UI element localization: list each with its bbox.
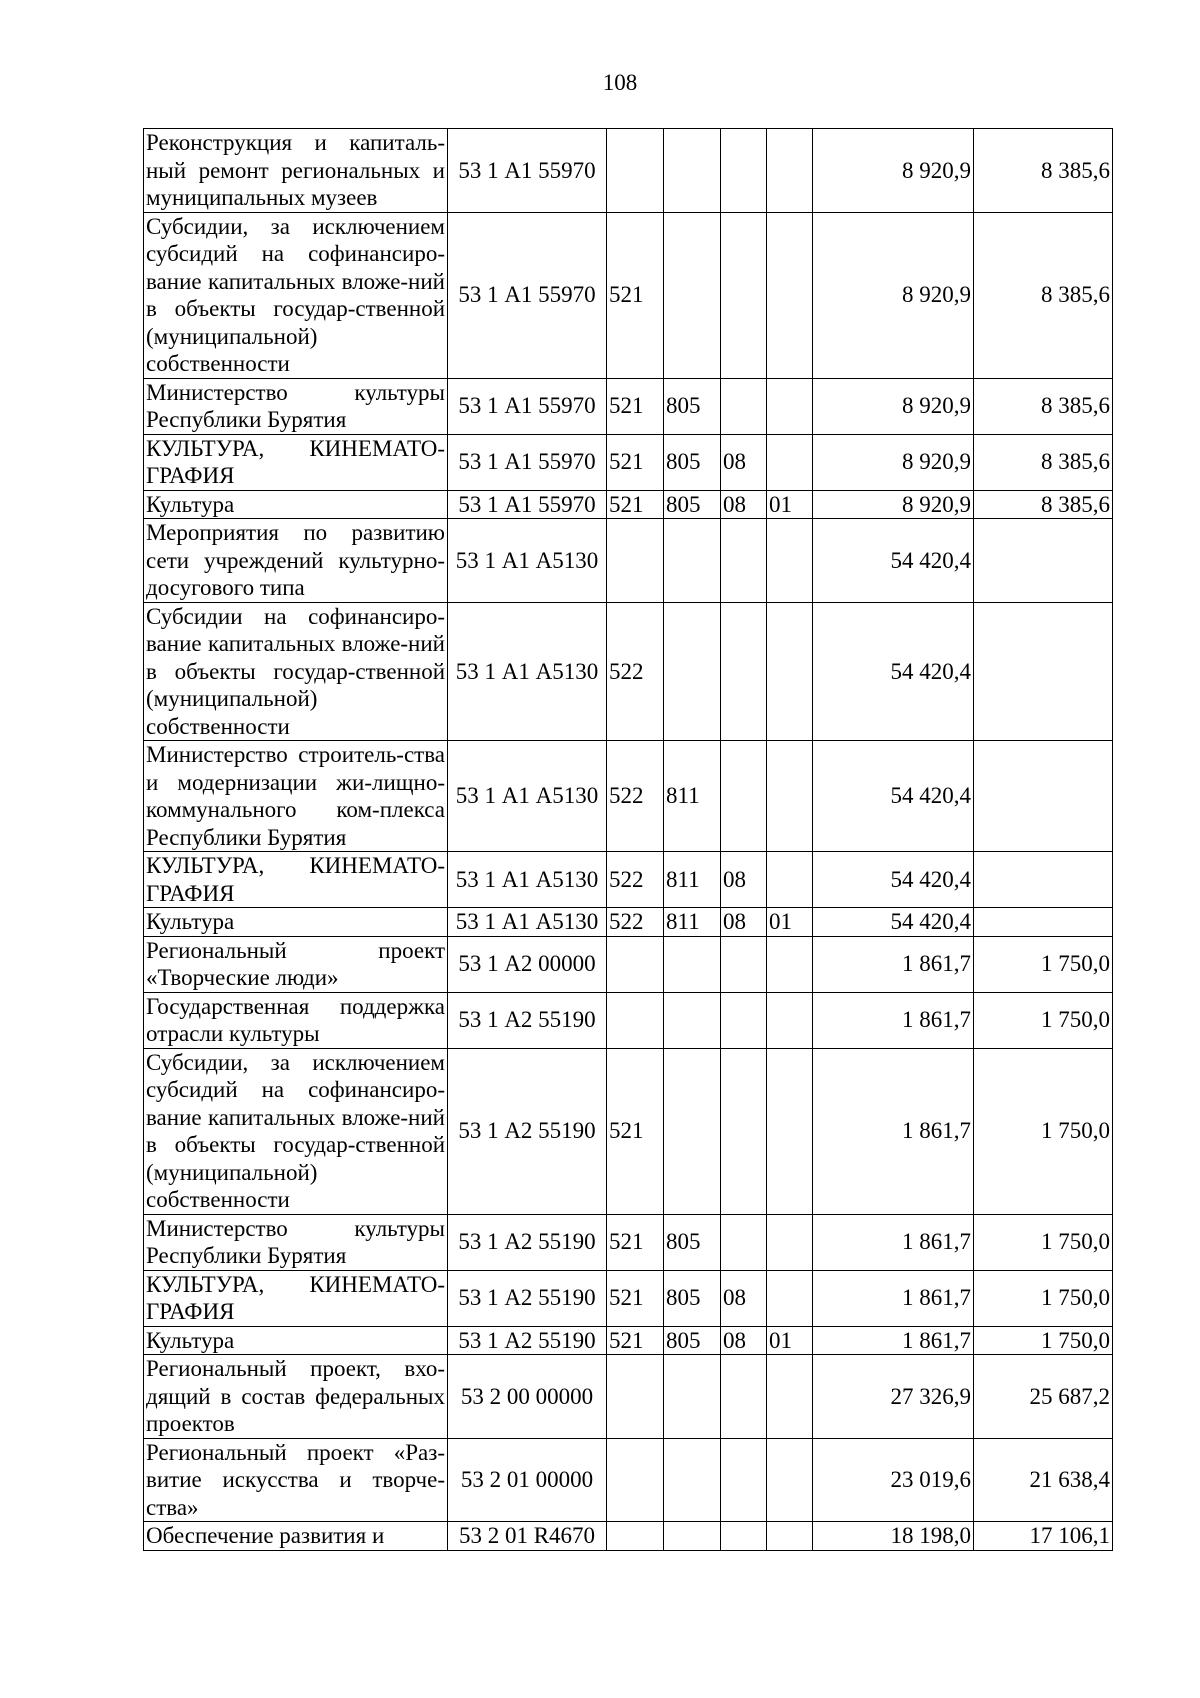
row-year1-amount: 8 920,9 xyxy=(813,490,974,519)
row-year1-amount: 54 420,4 xyxy=(813,519,974,603)
row-year1-amount: 8 920,9 xyxy=(813,129,974,213)
row-vr-cell xyxy=(607,936,664,992)
row-vr-cell: 522 xyxy=(607,741,664,852)
row-vr-cell: 521 xyxy=(607,490,664,519)
row-code-cell: 53 1 А2 55190 xyxy=(448,1214,607,1270)
row-pr-cell xyxy=(767,1270,813,1326)
row-code-cell: 53 1 А1 55970 xyxy=(448,378,607,434)
row-code-cell: 53 1 А1 А5130 xyxy=(448,852,607,908)
row-year1-amount: 1 861,7 xyxy=(813,1326,974,1355)
row-code-cell: 53 1 А1 А5130 xyxy=(448,908,607,937)
row-grbs-cell: 811 xyxy=(664,852,721,908)
row-year2-amount: 1 750,0 xyxy=(974,1048,1113,1214)
row-code-cell: 53 2 01 R4670 xyxy=(448,1522,607,1551)
row-year2-amount: 25 687,2 xyxy=(974,1355,1113,1439)
row-year2-amount xyxy=(974,741,1113,852)
row-code-cell: 53 1 А1 55970 xyxy=(448,434,607,490)
row-year2-amount: 1 750,0 xyxy=(974,936,1113,992)
row-name-cell: Культура xyxy=(144,490,448,519)
row-pr-cell: 01 xyxy=(767,490,813,519)
row-year2-amount: 8 385,6 xyxy=(974,434,1113,490)
row-pr-cell xyxy=(767,992,813,1048)
row-name-cell: Министерство строитель-ства и модернизации жи-лищно-коммунального ком-плекса Республики Бурятия xyxy=(144,741,448,852)
row-vr-cell: 522 xyxy=(607,852,664,908)
row-pr-cell xyxy=(767,129,813,213)
row-name-cell: КУЛЬТУРА, КИНЕМАТО-ГРАФИЯ xyxy=(144,1270,448,1326)
table-row xyxy=(144,936,1113,992)
row-year1-amount: 8 920,9 xyxy=(813,212,974,378)
row-pr-cell: 01 xyxy=(767,1326,813,1355)
row-grbs-cell: 811 xyxy=(664,741,721,852)
row-pr-cell xyxy=(767,1214,813,1270)
row-name-cell: Министерство культуры Республики Бурятия xyxy=(144,1214,448,1270)
row-grbs-cell xyxy=(664,602,721,741)
row-year2-amount: 8 385,6 xyxy=(974,378,1113,434)
row-pr-cell xyxy=(767,1355,813,1439)
row-rz-cell xyxy=(721,992,767,1048)
row-name-cell: Культура xyxy=(144,908,448,937)
row-vr-cell xyxy=(607,1438,664,1522)
row-year2-amount: 8 385,6 xyxy=(974,129,1113,213)
row-vr-cell xyxy=(607,129,664,213)
row-grbs-cell: 805 xyxy=(664,1326,721,1355)
row-pr-cell xyxy=(767,519,813,603)
row-grbs-cell: 805 xyxy=(664,490,721,519)
row-name-cell: Субсидии, за исключением субсидий на софинансиро-вание капитальных вложе-ний в объекты государ-ственной (муниципальной) собственности xyxy=(144,212,448,378)
row-year1-amount: 1 861,7 xyxy=(813,992,974,1048)
table-row xyxy=(144,1270,1113,1326)
row-year1-amount: 8 920,9 xyxy=(813,434,974,490)
row-year2-amount xyxy=(974,519,1113,603)
row-year2-amount xyxy=(974,852,1113,908)
table-row xyxy=(144,378,1113,434)
row-code-cell: 53 1 А1 55970 xyxy=(448,212,607,378)
table-row xyxy=(144,852,1113,908)
row-grbs-cell xyxy=(664,212,721,378)
table-row xyxy=(144,1214,1113,1270)
row-code-cell: 53 1 А2 55190 xyxy=(448,992,607,1048)
table-row xyxy=(144,490,1113,519)
row-grbs-cell: 811 xyxy=(664,908,721,937)
row-year2-amount: 1 750,0 xyxy=(974,1326,1113,1355)
row-vr-cell xyxy=(607,519,664,603)
row-name-cell: Субсидии, за исключением субсидий на софинансиро-вание капитальных вложе-ний в объекты государ-ственной (муниципальной) собственности xyxy=(144,1048,448,1214)
row-vr-cell: 521 xyxy=(607,1326,664,1355)
row-name-cell: Государственная поддержка отрасли культуры xyxy=(144,992,448,1048)
budget-table xyxy=(143,128,1113,1551)
row-year1-amount: 54 420,4 xyxy=(813,741,974,852)
row-vr-cell: 521 xyxy=(607,212,664,378)
page-number: 108 xyxy=(602,70,638,95)
row-pr-cell xyxy=(767,602,813,741)
row-code-cell: 53 1 А1 А5130 xyxy=(448,519,607,603)
table-row xyxy=(144,1438,1113,1522)
budget-table-body xyxy=(144,129,1113,1551)
row-grbs-cell: 805 xyxy=(664,378,721,434)
row-vr-cell: 521 xyxy=(607,378,664,434)
row-year2-amount: 21 638,4 xyxy=(974,1438,1113,1522)
row-pr-cell xyxy=(767,1048,813,1214)
table-row xyxy=(144,1522,1113,1551)
row-grbs-cell: 805 xyxy=(664,434,721,490)
row-code-cell: 53 1 А2 00000 xyxy=(448,936,607,992)
row-year1-amount: 1 861,7 xyxy=(813,1214,974,1270)
row-year2-amount xyxy=(974,908,1113,937)
row-rz-cell: 08 xyxy=(721,1326,767,1355)
row-grbs-cell: 805 xyxy=(664,1270,721,1326)
row-grbs-cell xyxy=(664,129,721,213)
row-year1-amount: 54 420,4 xyxy=(813,852,974,908)
row-year2-amount: 8 385,6 xyxy=(974,490,1113,519)
row-year2-amount: 1 750,0 xyxy=(974,1270,1113,1326)
row-year1-amount: 23 019,6 xyxy=(813,1438,974,1522)
row-rz-cell xyxy=(721,936,767,992)
row-rz-cell xyxy=(721,212,767,378)
table-row xyxy=(144,741,1113,852)
row-code-cell: 53 1 А1 55970 xyxy=(448,490,607,519)
row-name-cell: КУЛЬТУРА, КИНЕМАТО-ГРАФИЯ xyxy=(144,434,448,490)
row-year1-amount: 54 420,4 xyxy=(813,908,974,937)
row-grbs-cell xyxy=(664,519,721,603)
row-name-cell: Министерство культуры Республики Бурятия xyxy=(144,378,448,434)
table-row xyxy=(144,992,1113,1048)
row-vr-cell: 522 xyxy=(607,908,664,937)
table-row xyxy=(144,602,1113,741)
row-grbs-cell xyxy=(664,1355,721,1439)
row-rz-cell xyxy=(721,741,767,852)
row-year2-amount: 17 106,1 xyxy=(974,1522,1113,1551)
row-name-cell: Субсидии на софинансиро-вание капитальных вложе-ний в объекты государ-ственной (муниципальной) собственности xyxy=(144,602,448,741)
row-pr-cell xyxy=(767,936,813,992)
row-grbs-cell xyxy=(664,936,721,992)
row-rz-cell: 08 xyxy=(721,1270,767,1326)
row-code-cell: 53 1 А1 А5130 xyxy=(448,741,607,852)
row-pr-cell xyxy=(767,741,813,852)
row-code-cell: 53 2 01 00000 xyxy=(448,1438,607,1522)
row-pr-cell xyxy=(767,434,813,490)
row-year1-amount: 1 861,7 xyxy=(813,1048,974,1214)
row-year2-amount: 1 750,0 xyxy=(974,992,1113,1048)
row-rz-cell: 08 xyxy=(721,908,767,937)
row-pr-cell xyxy=(767,1438,813,1522)
table-row xyxy=(144,129,1113,213)
row-year1-amount: 54 420,4 xyxy=(813,602,974,741)
row-year2-amount: 1 750,0 xyxy=(974,1214,1113,1270)
row-rz-cell: 08 xyxy=(721,490,767,519)
row-vr-cell: 522 xyxy=(607,602,664,741)
row-rz-cell xyxy=(721,519,767,603)
table-row xyxy=(144,908,1113,937)
row-grbs-cell: 805 xyxy=(664,1214,721,1270)
row-grbs-cell xyxy=(664,992,721,1048)
row-name-cell: Мероприятия по развитию сети учреждений культурно-досугового типа xyxy=(144,519,448,603)
row-year2-amount xyxy=(974,602,1113,741)
row-name-cell: Культура xyxy=(144,1326,448,1355)
row-name-cell: КУЛЬТУРА, КИНЕМАТО-ГРАФИЯ xyxy=(144,852,448,908)
row-rz-cell xyxy=(721,1438,767,1522)
row-pr-cell xyxy=(767,1522,813,1551)
row-year1-amount: 1 861,7 xyxy=(813,936,974,992)
row-name-cell: Региональный проект «Раз-витие искусства и творче-ства» xyxy=(144,1438,448,1522)
table-row xyxy=(144,1326,1113,1355)
row-name-cell: Реконструкция и капиталь-ный ремонт региональных и муниципальных музеев xyxy=(144,129,448,213)
row-name-cell: Региональный проект «Творческие люди» xyxy=(144,936,448,992)
row-vr-cell: 521 xyxy=(607,1214,664,1270)
row-vr-cell: 521 xyxy=(607,1048,664,1214)
row-year2-amount: 8 385,6 xyxy=(974,212,1113,378)
row-code-cell: 53 2 00 00000 xyxy=(448,1355,607,1439)
row-year1-amount: 8 920,9 xyxy=(813,378,974,434)
row-rz-cell xyxy=(721,1214,767,1270)
row-rz-cell xyxy=(721,602,767,741)
row-grbs-cell xyxy=(664,1048,721,1214)
row-code-cell: 53 1 А2 55190 xyxy=(448,1270,607,1326)
table-row xyxy=(144,519,1113,603)
table-row xyxy=(144,1048,1113,1214)
table-row xyxy=(144,1355,1113,1439)
row-rz-cell: 08 xyxy=(721,852,767,908)
row-vr-cell xyxy=(607,1355,664,1439)
row-rz-cell xyxy=(721,1522,767,1551)
row-code-cell: 53 1 А2 55190 xyxy=(448,1326,607,1355)
row-rz-cell xyxy=(721,129,767,213)
row-vr-cell: 521 xyxy=(607,434,664,490)
row-rz-cell: 08 xyxy=(721,434,767,490)
row-year1-amount: 18 198,0 xyxy=(813,1522,974,1551)
row-rz-cell xyxy=(721,1048,767,1214)
table-row xyxy=(144,434,1113,490)
row-vr-cell xyxy=(607,992,664,1048)
row-pr-cell xyxy=(767,852,813,908)
row-vr-cell: 521 xyxy=(607,1270,664,1326)
row-year1-amount: 1 861,7 xyxy=(813,1270,974,1326)
row-grbs-cell xyxy=(664,1438,721,1522)
row-pr-cell: 01 xyxy=(767,908,813,937)
table-row xyxy=(144,212,1113,378)
row-year1-amount: 27 326,9 xyxy=(813,1355,974,1439)
row-code-cell: 53 1 А1 55970 xyxy=(448,129,607,213)
row-grbs-cell xyxy=(664,1522,721,1551)
row-code-cell: 53 1 А1 А5130 xyxy=(448,602,607,741)
row-name-cell: Региональный проект, вхо-дящий в состав федеральных проектов xyxy=(144,1355,448,1439)
row-pr-cell xyxy=(767,378,813,434)
row-name-cell: Обеспечение развития и xyxy=(144,1522,448,1551)
row-code-cell: 53 1 А2 55190 xyxy=(448,1048,607,1214)
row-rz-cell xyxy=(721,1355,767,1439)
row-rz-cell xyxy=(721,378,767,434)
row-vr-cell xyxy=(607,1522,664,1551)
row-pr-cell xyxy=(767,212,813,378)
